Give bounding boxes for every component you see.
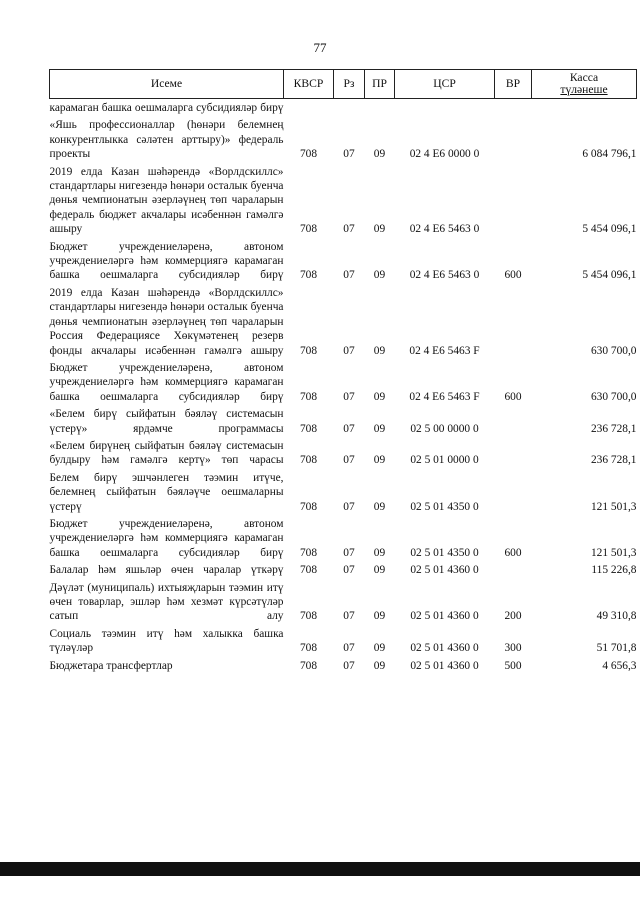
row-kvsr: 708: [299, 642, 318, 655]
row-amount: 5 454 096,1: [582, 223, 637, 236]
row-kvsr: 708: [299, 564, 318, 577]
row-vr: [495, 404, 532, 436]
row-name: Бюджетара трансфертлар: [49, 659, 173, 672]
budget-table: [49, 69, 637, 673]
row-csr: 02 4 E6 5463 F: [409, 344, 480, 357]
row-vr: 200: [504, 610, 522, 623]
row-vr: [495, 468, 532, 514]
row-name: Бюджет учреждениеләренә, автоном учреждениеләргә һәм коммерциягә карамаган башка оешмаларга субсидияләр бирү: [49, 361, 284, 403]
row-name: «Белем бирү сыйфатын бәяләү системасын үстерү» ярдәмче программасы: [49, 408, 284, 435]
row-vr: 600: [504, 546, 522, 559]
row-amount: 121 501,3: [590, 546, 637, 559]
table-row: [50, 624, 637, 656]
header-vr: ВР: [495, 70, 532, 99]
row-vr: [495, 115, 532, 161]
row-vr: 300: [504, 642, 522, 655]
row-kvsr: 708: [299, 546, 318, 559]
row-rz: 07: [343, 390, 355, 403]
table-row: [50, 514, 637, 560]
header-kvsr: КВСР: [284, 70, 334, 99]
row-pr: 09: [373, 422, 386, 435]
row-pr: 09: [373, 659, 386, 672]
scan-edge-bar: [0, 862, 640, 876]
row-pr: 09: [373, 344, 386, 357]
row-name: Балалар һәм яшьләр өчен чаралар үткәрү: [49, 564, 284, 577]
row-csr: 02 5 01 4360 0: [410, 610, 479, 623]
row-pr: 09: [373, 500, 386, 513]
row-amount: 236 728,1: [590, 422, 637, 435]
row-csr: 02 4 E6 5463 F: [409, 390, 480, 403]
table-row: [50, 162, 637, 237]
table-header: [50, 70, 637, 99]
row-vr: [495, 99, 532, 116]
row-csr: 02 5 01 4350 0: [410, 500, 479, 513]
table-row: [50, 115, 637, 161]
row-vr: [495, 436, 532, 468]
table-row: [50, 560, 637, 577]
row-csr: 02 5 01 4360 0: [410, 642, 479, 655]
row-rz: 07: [343, 610, 355, 623]
row-vr: 500: [504, 659, 522, 672]
row-vr: [495, 283, 532, 358]
row-pr: 09: [373, 454, 386, 467]
row-csr: 02 5 01 0000 0: [410, 454, 479, 467]
row-csr: 02 4 E6 0000 0: [409, 148, 480, 161]
table-row: [50, 237, 637, 283]
row-rz: 07: [343, 344, 355, 357]
row-csr: 02 4 E6 5463 0: [409, 269, 480, 282]
row-pr: 09: [373, 269, 386, 282]
row-name: карамаган башка оешмаларга субсидияләр бирү: [49, 102, 284, 114]
table-row: [50, 656, 637, 673]
row-pr: 09: [373, 546, 386, 559]
row-kvsr: 708: [299, 454, 318, 467]
row-rz: 07: [343, 564, 355, 577]
row-name: Бюджет учреждениеләренә, автоном учреждениеләргә һәм коммерциягә карамаган башка оешмаларга субсидияләр бирү: [49, 517, 284, 559]
row-name: Бюджет учреждениеләренә, автоном учреждениеләргә һәм коммерциягә карамаган башка оешмаларга субсидияләр бирү: [49, 240, 284, 282]
row-kvsr: [284, 99, 334, 116]
row-name: Социаль тәэмин итү һәм халыкка башка түләүләр: [49, 627, 284, 655]
row-kvsr: 708: [299, 223, 318, 236]
header-rz: Рз: [334, 70, 365, 99]
row-rz: 07: [343, 148, 355, 161]
row-pr: 09: [373, 564, 386, 577]
row-amount: 121 501,3: [590, 500, 637, 513]
row-vr: 600: [504, 390, 522, 403]
table-row: [50, 578, 637, 624]
row-amount: 236 728,1: [590, 454, 637, 467]
row-amount: [532, 99, 637, 116]
row-vr: 600: [504, 269, 522, 282]
row-name: «Яшь профессионаллар (һөнәри белемнең конкурентлыкка сәләтен арттыру)» федераль проекты: [49, 119, 284, 161]
row-rz: 07: [343, 659, 355, 672]
row-kvsr: 708: [299, 390, 318, 403]
row-name: «Белем бирүнең сыйфатын бәяләү системасын булдыру һәм гамәлгә кертү» төп чарасы: [49, 439, 284, 467]
row-amount: 6 084 796,1: [582, 148, 637, 161]
table-row: [50, 404, 637, 436]
row-rz: 07: [343, 454, 355, 467]
row-rz: 07: [343, 642, 355, 655]
header-csr: ЦСР: [395, 70, 495, 99]
row-csr: 02 5 01 4360 0: [410, 659, 479, 672]
table-row: [50, 468, 637, 514]
row-csr: 02 5 01 4350 0: [410, 546, 479, 559]
row-pr: 09: [373, 610, 386, 623]
row-amount: 49 310,8: [596, 610, 637, 623]
row-amount: 4 656,3: [602, 659, 637, 672]
row-name: 2019 елда Казан шәһәрендә «Ворлдскиллс» стандартлары нигезендә һөнәри осталык буенча дөнья чемпионатын әзерләүнең төп чараларын федераль бюджет акчалары исәбеннән гамәлгә ашыру: [49, 165, 284, 236]
row-rz: 07: [343, 546, 355, 559]
row-kvsr: 708: [299, 610, 318, 623]
row-rz: 07: [343, 223, 355, 236]
header-kassa: [532, 70, 637, 99]
header-kassa-line2: түләнеше: [560, 83, 608, 96]
table-row: [50, 99, 637, 116]
row-pr: 09: [373, 390, 386, 403]
row-pr: 09: [373, 223, 386, 236]
row-csr: [395, 99, 495, 116]
row-name: Белем бирү эшчәнлеген тәэмин итүче, белемнең сыйфатын бәяләүче оешмаларны үстерү: [49, 471, 284, 513]
row-kvsr: 708: [299, 148, 318, 161]
row-rz: 07: [343, 422, 355, 435]
row-kvsr: 708: [299, 659, 318, 672]
row-vr: [495, 162, 532, 237]
header-name: Исеме: [50, 70, 284, 99]
row-rz: 07: [343, 500, 355, 513]
row-rz: [334, 99, 365, 116]
row-kvsr: 708: [299, 500, 318, 513]
header-kassa-line1: Касса: [569, 71, 599, 84]
row-name: Дәүләт (муниципаль) ихтыяҗларын тәэмин итү өчен товарлар, эшләр һәм хезмәт күрсәтүләр сатып алу: [49, 581, 284, 623]
row-pr: [365, 99, 395, 116]
row-amount: 5 454 096,1: [582, 269, 637, 282]
header-pr: ПР: [365, 70, 395, 99]
table-row: [50, 283, 637, 358]
row-pr: 09: [373, 148, 386, 161]
row-amount: 630 700,0: [590, 344, 637, 357]
row-amount: 115 226,8: [591, 564, 637, 577]
row-name: 2019 елда Казан шәһәрендә «Ворлдскиллс» стандартлары нигезендә һөнәри осталык буенча дөнья чемпионатын әзерләүнең төп чараларын Россия Федерациясе Хөкүмәтенең резерв фонды акчалары исәбеннән гамәлгә ашыру: [49, 286, 284, 357]
row-csr: 02 5 00 0000 0: [410, 422, 479, 435]
row-pr: 09: [373, 642, 386, 655]
row-kvsr: 708: [299, 422, 318, 435]
row-amount: 630 700,0: [590, 390, 637, 403]
table-row: [50, 358, 637, 404]
page-number: 77: [313, 40, 327, 55]
row-kvsr: 708: [299, 269, 318, 282]
row-kvsr: 708: [299, 344, 318, 357]
row-csr: 02 4 E6 5463 0: [409, 223, 480, 236]
row-rz: 07: [343, 269, 355, 282]
row-csr: 02 5 01 4360 0: [410, 564, 479, 577]
table-row: [50, 436, 637, 468]
row-vr: [495, 560, 532, 577]
row-amount: 51 701,8: [596, 642, 637, 655]
